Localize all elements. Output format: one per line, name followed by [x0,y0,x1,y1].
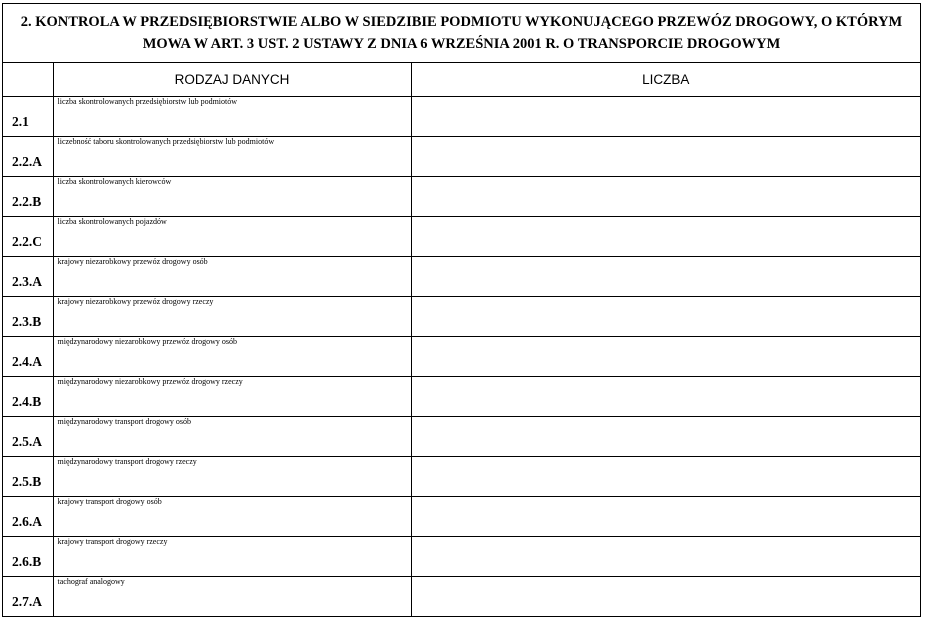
row-label: krajowy niezarobkowy przewóz drogowy osób [53,257,411,297]
row-count-field[interactable] [411,377,920,417]
row-count-field[interactable] [411,337,920,377]
row-count-field[interactable] [411,457,920,497]
table-row [3,297,920,337]
section-title-line-2: MOWA W ART. 3 UST. 2 USTAWY Z DNIA 6 WRZEŚNIA 2001 R. O TRANSPORCIE DROGOWYM [142,36,781,52]
row-code: 2.2.A [3,137,53,177]
section-title-line-1: 2. KONTROLA W PRZEDSIĘBIORSTWIE ALBO W SIEDZIBIE PODMIOTU WYKONUJĄCEGO PRZEWÓZ DROGOWY, O KTÓRYM [20,14,903,30]
row-code: 2.1 [3,97,53,137]
table-row [3,537,920,577]
row-label: międzynarodowy niezarobkowy przewóz drogowy rzeczy [53,377,411,417]
row-count-field[interactable] [411,97,920,137]
table-row [3,217,920,257]
row-count-field[interactable] [411,177,920,217]
row-code: 2.3.B [3,297,53,337]
table-body [3,97,920,617]
row-code: 2.5.B [3,457,53,497]
table-row [3,497,920,537]
row-label: krajowy transport drogowy osób [53,497,411,537]
section-title [3,4,920,63]
row-count-field[interactable] [411,137,920,177]
row-code: 2.7.A [3,577,53,617]
table-row [3,337,920,377]
table-row [3,457,920,497]
header-code-cell [3,63,53,97]
data-table [3,63,920,616]
row-label: krajowy niezarobkowy przewóz drogowy rzeczy [53,297,411,337]
row-label: liczba skontrolowanych przedsiębiorstw lub podmiotów [53,97,411,137]
row-count-field[interactable] [411,537,920,577]
table-row [3,97,920,137]
row-code: 2.4.A [3,337,53,377]
row-label: międzynarodowy niezarobkowy przewóz drogowy osób [53,337,411,377]
row-count-field[interactable] [411,497,920,537]
row-label: liczba skontrolowanych pojazdów [53,217,411,257]
table-row [3,137,920,177]
form-section [2,3,921,617]
table-row [3,257,920,297]
header-data-type: RODZAJ DANYCH [53,63,411,97]
row-label: liczebność taboru skontrolowanych przedsiębiorstw lub podmiotów [53,137,411,177]
row-code: 2.5.A [3,417,53,457]
row-count-field[interactable] [411,577,920,617]
table-row [3,177,920,217]
row-label: międzynarodowy transport drogowy osób [53,417,411,457]
header-count: LICZBA [411,63,920,97]
row-count-field[interactable] [411,417,920,457]
row-count-field[interactable] [411,257,920,297]
row-code: 2.2.C [3,217,53,257]
row-code: 2.6.B [3,537,53,577]
row-count-field[interactable] [411,297,920,337]
row-count-field[interactable] [411,217,920,257]
table-row [3,577,920,617]
row-label: krajowy transport drogowy rzeczy [53,537,411,577]
row-label: tachograf analogowy [53,577,411,617]
row-code: 2.2.B [3,177,53,217]
table-row [3,377,920,417]
row-code: 2.6.A [3,497,53,537]
row-label: międzynarodowy transport drogowy rzeczy [53,457,411,497]
row-label: liczba skontrolowanych kierowców [53,177,411,217]
table-row [3,417,920,457]
row-code: 2.4.B [3,377,53,417]
row-code: 2.3.A [3,257,53,297]
